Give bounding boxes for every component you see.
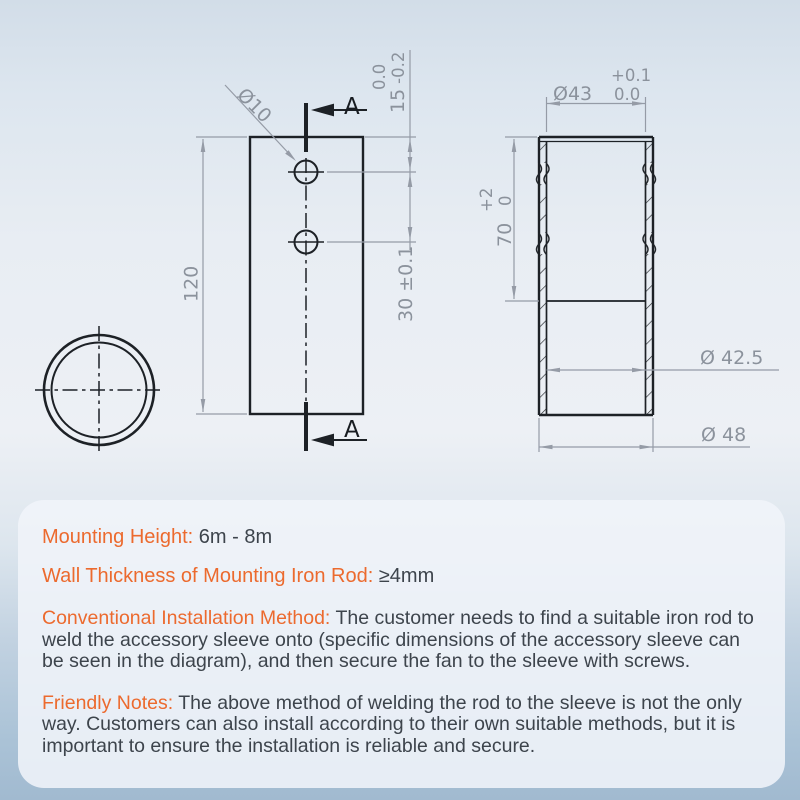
section-cut-bottom (306, 402, 367, 451)
dim-42-5-text: Ø 42.5 (700, 347, 764, 369)
top-view-tube (35, 326, 163, 454)
dimension-insert-depth (477, 137, 539, 301)
dim-43-tol-lower: 0.0 (614, 85, 641, 104)
notes-card (18, 500, 785, 788)
spec-wall-thickness (42, 564, 761, 588)
wall-thickness-value: ≥4mm (378, 565, 435, 587)
mounting-height-label: Mounting Height: (42, 526, 194, 548)
dimension-outer-diameter (539, 418, 750, 452)
section-view (477, 66, 779, 452)
dim-43-tol-upper: +0.1 (611, 66, 652, 85)
dim-hole-dia-text: Ø10 (232, 83, 276, 128)
mounting-height-value: 6m - 8m (198, 526, 273, 548)
dimension-inner-diameter-bottom (547, 347, 780, 372)
dimension-hole-positions (327, 50, 417, 322)
friendly-notes-text: The above method of welding the rod to the sleeve is not the only way. Customers can also install according to their own suitable methods, but it is important to ensure the installation is reliable and secure. (42, 691, 742, 757)
spec-mounting-height (42, 525, 761, 549)
dimension-inner-diameter-top (547, 66, 652, 132)
dimension-height-120 (181, 137, 248, 414)
note-installation-method (42, 608, 761, 673)
dim-15-tol-upper: 0.0 (370, 63, 389, 90)
section-label-top: A (344, 94, 360, 120)
dim-70-text: 70 (494, 222, 516, 247)
dim-70-tol-lower: 0 (496, 195, 515, 206)
wall-thickness-label: Wall Thickness of Mounting Iron Rod: (42, 565, 374, 587)
friendly-notes-label: Friendly Notes: (42, 691, 174, 714)
installation-method-label: Conventional Installation Method: (42, 607, 331, 629)
dim-30-text: 30 ±0.1 (395, 245, 417, 322)
dim-120-text: 120 (180, 265, 203, 302)
section-cut-top (306, 94, 367, 152)
dim-48-text: Ø 48 (701, 424, 747, 446)
dim-15-text: 15-0.2 (387, 51, 409, 113)
dim-43-text: Ø43 (553, 83, 593, 105)
dim-70-tol-upper: +2 (477, 187, 496, 212)
installation-method-text: The customer needs to find a suitable iron rod to weld the accessory sleeve onto (specific dimensions of the accessory sleeve can be seen in the diagram), and then secure the fan to the sleeve with screws. (42, 607, 754, 672)
front-view (181, 50, 418, 451)
note-friendly (42, 693, 761, 758)
dimension-hole-diameter (225, 84, 296, 161)
section-label-bottom: A (344, 417, 360, 443)
